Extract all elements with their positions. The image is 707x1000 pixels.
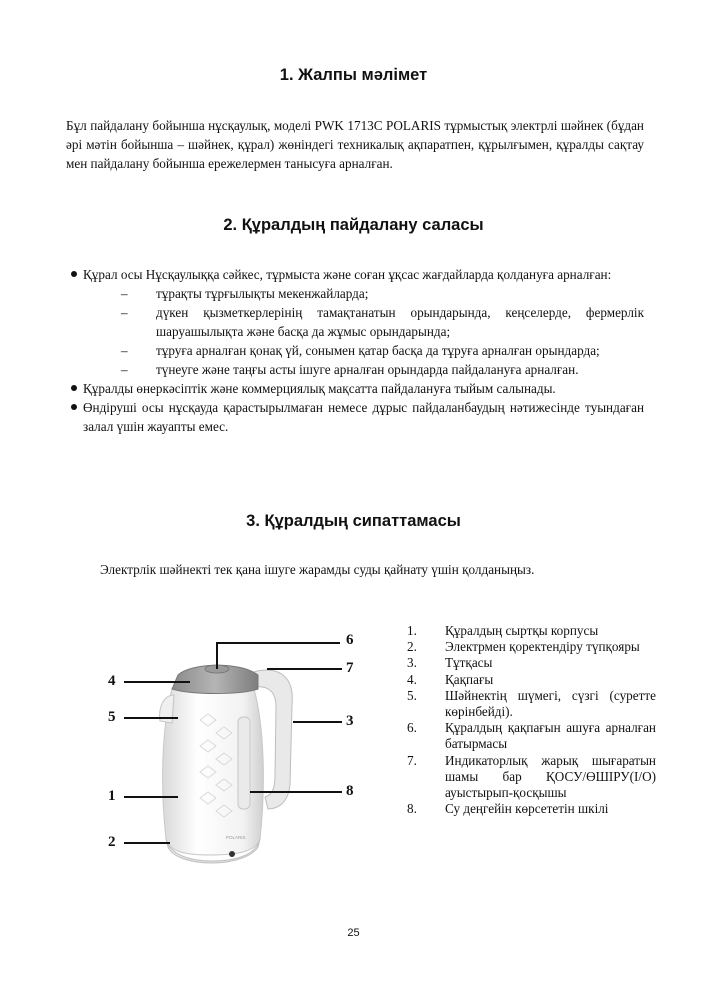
usage-bullet: [66, 265, 644, 379]
part-number: 5.: [407, 687, 417, 703]
parts-list-item: [402, 720, 656, 752]
usage-subitem: – тұруға арналған қонақ үй, сонымен қатар басқа да тұруға арналған орындарда;: [121, 341, 644, 360]
part-name: Тұтқасы: [445, 655, 493, 671]
water-window: [238, 717, 250, 809]
parts-list-item: [402, 753, 656, 802]
part-name: Құралдың сыртқы корпусы: [445, 623, 599, 638]
parts-list-item: [402, 688, 656, 720]
callout-label-5: 5: [108, 709, 116, 725]
parts-list-item: [402, 655, 656, 671]
usage-note: Электрлік шәйнекті тек қана ішуге жарамды суды қайнату үшін қолданыңыз.: [100, 562, 535, 577]
part-name: Қақпағы: [445, 671, 494, 687]
callout-label-6: 6: [346, 632, 354, 648]
usage-subitem: – түнеуге және таңғы асты ішуге арналған орындарда пайдалануға арналған.: [121, 360, 644, 379]
section-1-heading: 1. Жалпы мәлімет: [279, 66, 428, 84]
brand-text: POLARIS: [226, 835, 246, 840]
part-number: 6.: [407, 720, 417, 736]
power-connector: [229, 851, 235, 857]
part-number: 7.: [407, 752, 417, 768]
callout-label-3: 3: [346, 713, 354, 729]
usage-bullet: Құралды өнеркәсіптік және коммерциялық мақсатта пайдалануға тыйым салынады.: [66, 379, 644, 398]
callout-label-1: 1: [108, 788, 116, 804]
parts-list-item: [402, 801, 656, 817]
section-3-heading: 3. Құралдың сипаттамасы: [246, 512, 461, 530]
usage-subitem: – дүкен қызметкерлерінің тамақтанатын орындарында, кеңселерде, фермерлік шаруашылықта және басқа да жұмыс орындарында;: [121, 303, 644, 341]
part-name: Су деңгейін көрсететін шкілі: [445, 801, 609, 817]
part-name: Шәйнектің шүмегі, сүзгі (суретте көрінбейді).: [445, 687, 656, 720]
part-number: 4.: [407, 671, 417, 687]
callout-label-2: 2: [108, 834, 116, 850]
usage-bullet-text: Құрал осы Нұсқаулыққа сәйкес, тұрмыста және соған ұқсас жағдайларда қолдануға арналған:: [83, 267, 612, 282]
callout-label-8: 8: [346, 783, 354, 799]
part-number: 2.: [407, 639, 417, 655]
section-2-heading: 2. Құралдың пайдалану саласы: [223, 216, 484, 234]
parts-list-item: [402, 623, 656, 639]
part-number: 8.: [407, 801, 417, 817]
part-name: Индикаторлық жарық шығаратын шамы бар ҚОСУ/ӨШІРУ(І/О) ауыстырып-қосқышы: [445, 752, 656, 801]
callout-label-4: 4: [108, 673, 116, 689]
callout-label-7: 7: [346, 660, 354, 676]
usage-bullet: Өндіруші осы нұсқауда қарастырылмаған немесе дұрыс пайдаланбаудың нәтижесінде туындаған залал үшін жауапты емес.: [66, 398, 644, 436]
kettle-illustration: [100, 625, 370, 875]
usage-sublist: [121, 284, 644, 379]
part-number: 3.: [407, 655, 417, 671]
parts-list-item: [402, 639, 656, 655]
usage-subitem: – тұрақты тұрғылықты мекенжайларда;: [121, 284, 644, 303]
usage-bullet-list: [66, 265, 644, 436]
page-number: 25: [347, 927, 360, 939]
part-name: Электрмен қоректендіру түпқояры: [445, 639, 640, 655]
parts-list-item: [402, 672, 656, 688]
part-number: 1.: [407, 623, 417, 638]
parts-list: [402, 623, 656, 817]
kettle-diagram: [100, 625, 370, 875]
intro-paragraph: Бұл пайдалану бойынша нұсқаулық, моделі PWK 1713C POLARIS тұрмыстық электрлі шәйнек (бұдан әрі мәтін бойынша – шәйнек, құрал) жөніндегі техникалық ақпаратпен, құрылғымен, құралды сақтау мен пайдалану бойынша ережелермен танысуға арналған.: [66, 118, 644, 171]
part-name: Құралдың қақпағын ашуға арналған батырмасы: [445, 720, 656, 752]
